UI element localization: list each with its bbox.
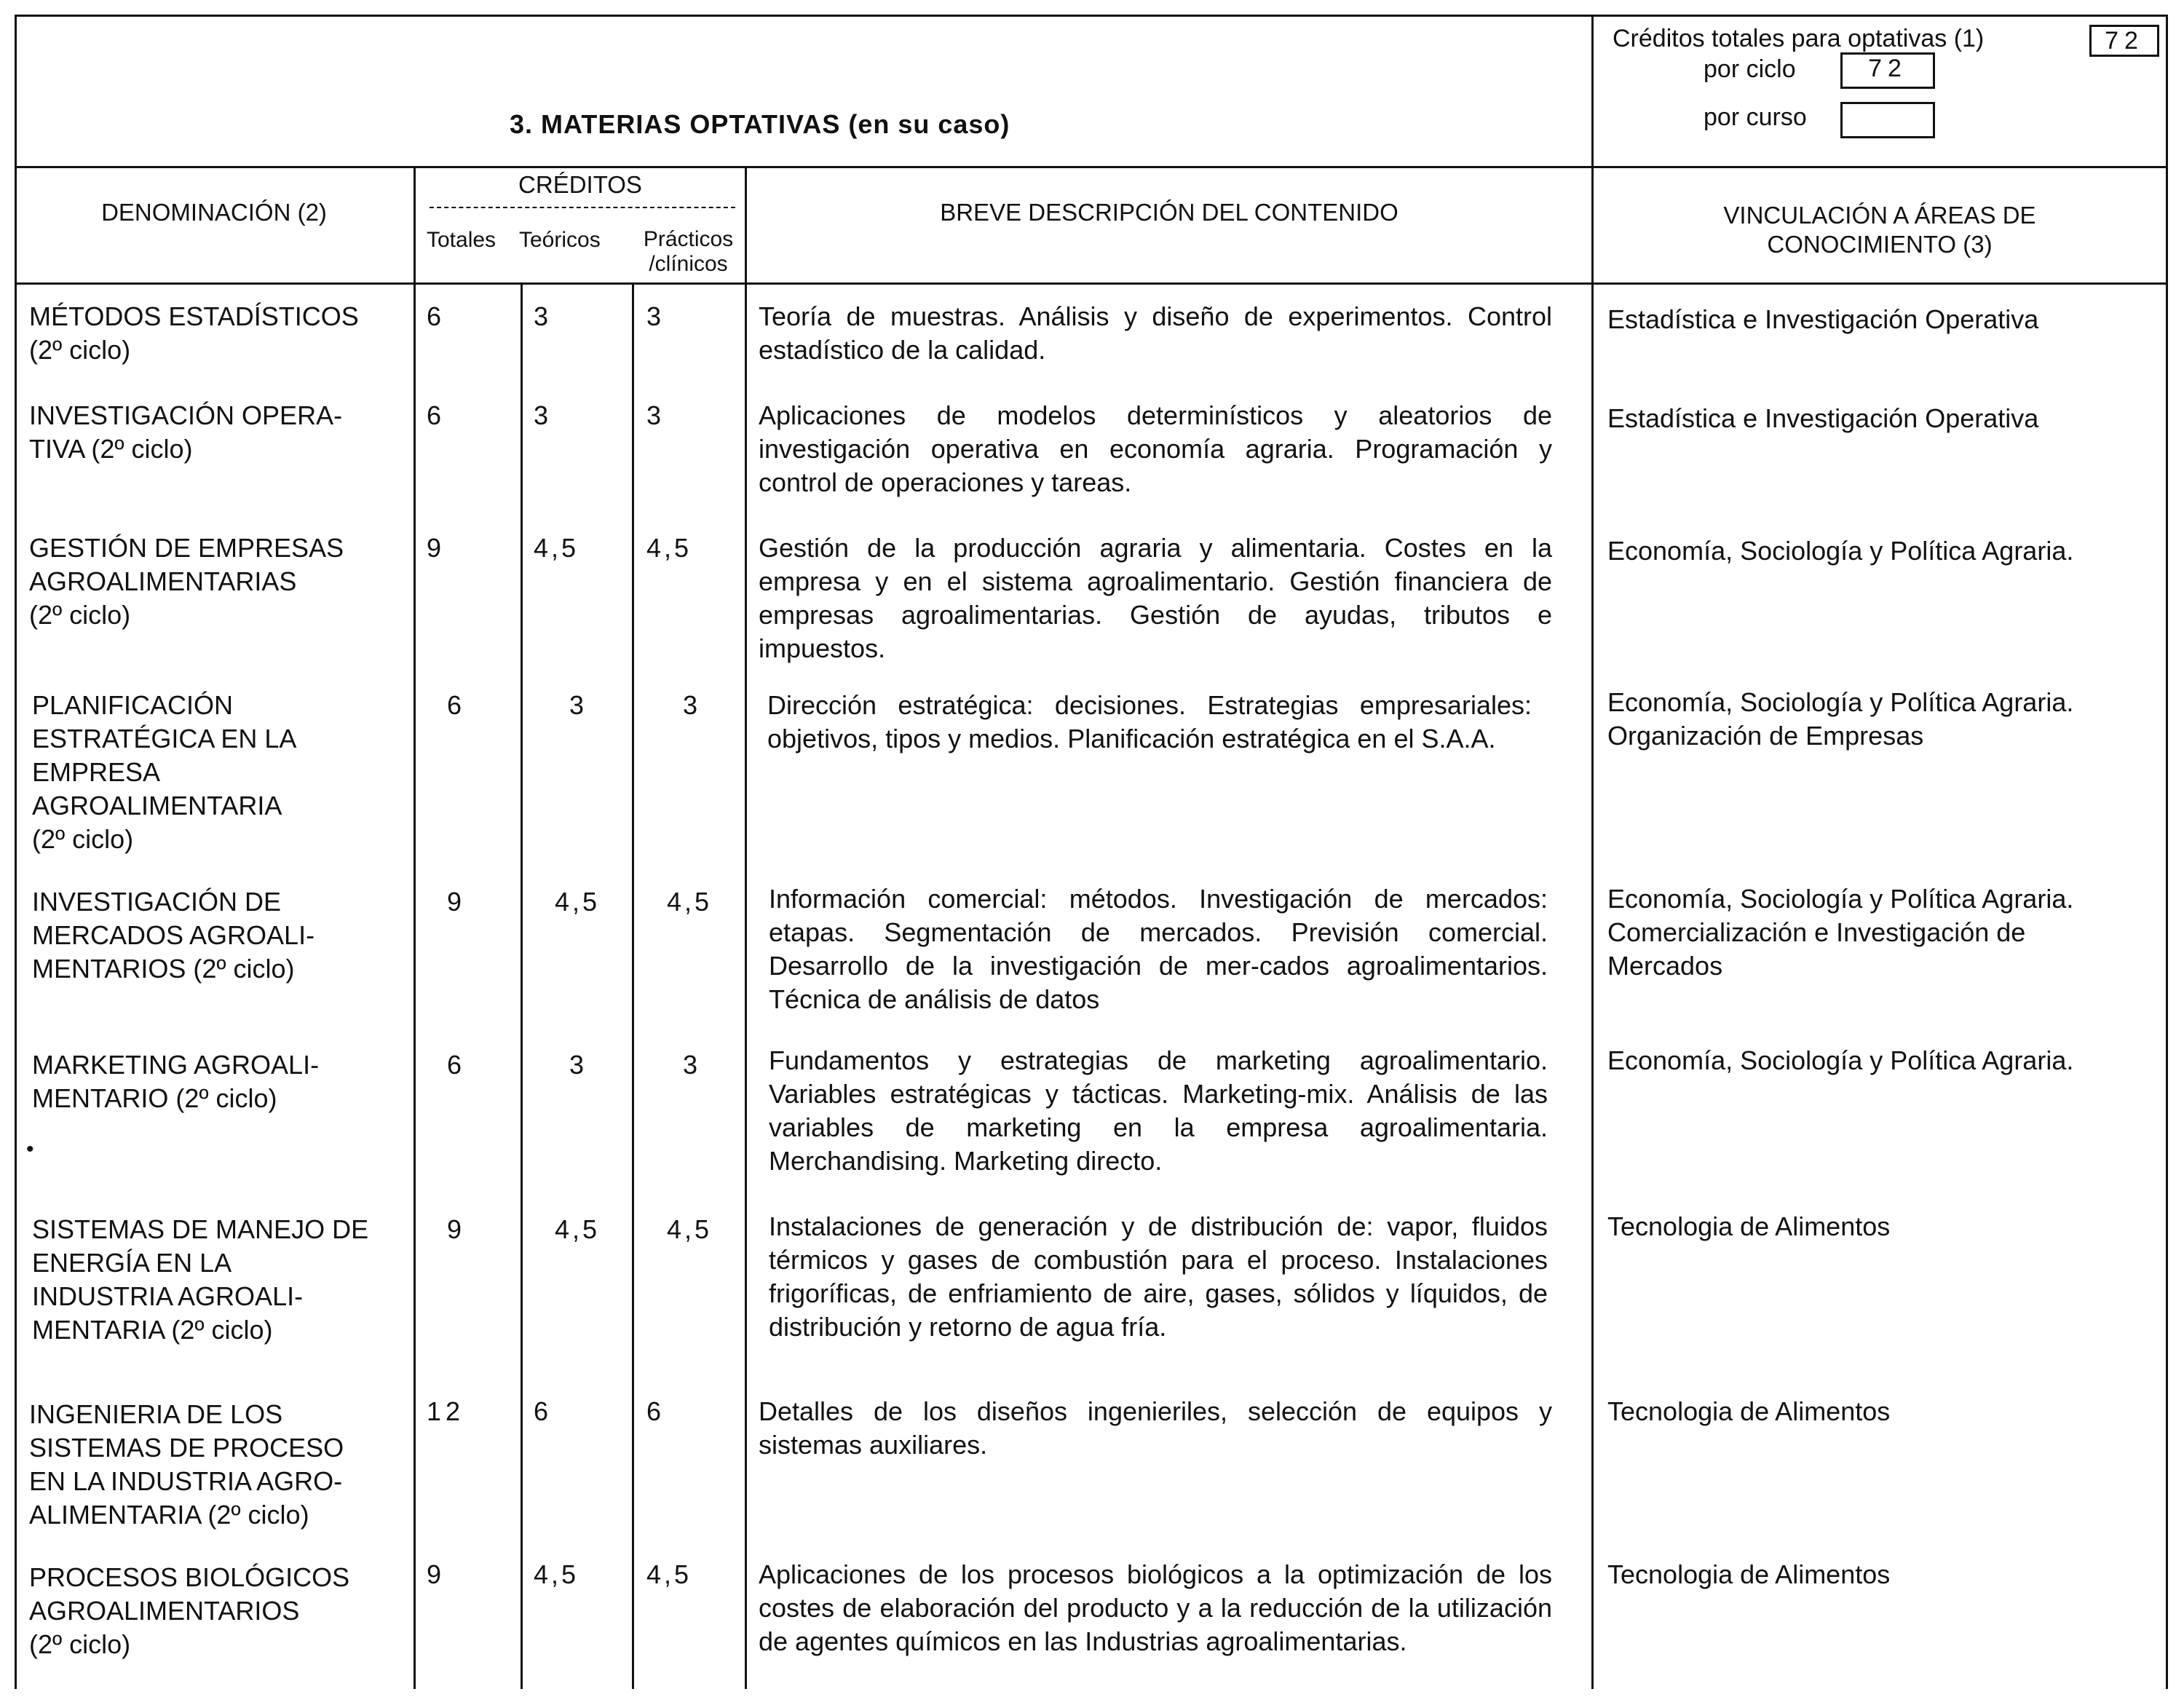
col-descripcion: BREVE DESCRIPCIÓN DEL CONTENIDO — [940, 199, 1398, 226]
row7-totales: 9 — [447, 1214, 462, 1244]
row1-teoricos: 3 — [534, 301, 549, 331]
row2-practicos: 3 — [646, 400, 662, 430]
row4-practicos: 3 — [683, 690, 698, 720]
por-curso-label: por curso — [1704, 103, 1807, 131]
row3-descripcion: Gestión de la producción agraria y alimentaria. Costes en la empresa y en el sistema agroalimentario. Gestión financiera de empresas agroalimentarias. Gestión de ayudas, tributos e impuestos. — [759, 533, 1552, 663]
row6-areas: Economía, Sociología y Política Agraria. — [1607, 1045, 2074, 1075]
row1-denominacion: MÉTODOS ESTADÍSTICOS (2º ciclo) — [29, 301, 359, 365]
row3-areas: Economía, Sociología y Política Agraria. — [1607, 536, 2074, 566]
col-creditos: CRÉDITOS — [518, 171, 642, 198]
body-rule-descripcion — [1591, 284, 1594, 1689]
row5-descripcion: Información comercial: métodos. Investigación de mercados: etapas. Segmentación de mercados. Previsión comercial. Desarrollo de la investigación de mer-cados agroalimentarios. Técnica de análisis de datos — [769, 884, 1548, 1014]
row4-descripcion: Dirección estratégica: decisiones. Estrategias empresariales: objetivos, tipos y medios. Planificación estratégica en el S.A.A. — [767, 690, 1532, 753]
body-rule-right — [2166, 284, 2168, 1689]
row7-descripcion: Instalaciones de generación y de distribución de: vapor, fluidos térmicos y gases de combustión para el proceso. Instalaciones frigoríficas, de enfriamiento de aire, gases, sólidos y líquidos, de distribución y retorno de agua fría. — [769, 1211, 1548, 1342]
por-ciclo-box: 72 — [1840, 52, 1935, 89]
row4-totales: 6 — [447, 690, 462, 720]
row6-teoricos: 3 — [569, 1050, 585, 1080]
body-rule-teoricos — [632, 284, 634, 1689]
body-rule-totales — [521, 284, 523, 1689]
row8-practicos: 6 — [646, 1396, 662, 1426]
creditos-totales-box: 72 — [2089, 25, 2159, 57]
row5-practicos: 4,5 — [667, 887, 713, 917]
row3-teoricos: 4,5 — [534, 533, 579, 563]
row3-practicos: 4,5 — [646, 533, 692, 563]
left-rule — [15, 15, 17, 284]
stray-bullet: • — [26, 1137, 34, 1161]
col-denominacion: DENOMINACIÓN (2) — [101, 199, 327, 226]
por-curso-box — [1840, 102, 1935, 138]
row3-denominacion: GESTIÓN DE EMPRESAS AGROALIMENTARIAS (2º ciclo) — [29, 533, 344, 630]
header-bottom-rule — [15, 166, 2168, 168]
row8-areas: Tecnologia de Alimentos — [1607, 1396, 1891, 1426]
row9-teoricos: 4,5 — [534, 1559, 579, 1589]
top-rule — [15, 15, 2168, 17]
row5-denominacion: INVESTIGACIÓN DE MERCADOS AGROALI- MENTARIOS (2º ciclo) — [32, 887, 315, 984]
row9-denominacion: PROCESOS BIOLÓGICOS AGROALIMENTARIOS (2º ciclo) — [29, 1562, 350, 1659]
row6-descripcion: Fundamentos y estrategias de marketing agroalimentario. Variables estratégicas y tácticas. Marketing-mix. Análisis de las variables de marketing en la empresa agroalimentaria. Merchandising. Marketing directo. — [769, 1045, 1548, 1176]
row5-areas: Economía, Sociología y Política Agraria. Comercialización e Investigación de Mercados — [1607, 884, 2074, 981]
row2-denominacion: INVESTIGACIÓN OPERA- TIVA (2º ciclo) — [29, 400, 343, 464]
row9-totales: 9 — [427, 1559, 442, 1589]
document-page — [15, 15, 2168, 1689]
row4-areas: Economía, Sociología y Política Agraria. Organización de Empresas — [1607, 687, 2074, 751]
col-teoricos: Teóricos — [519, 228, 601, 252]
row3-totales: 9 — [427, 533, 442, 563]
row2-teoricos: 3 — [534, 400, 549, 430]
row7-areas: Tecnologia de Alimentos — [1607, 1211, 1891, 1241]
row9-practicos: 4,5 — [646, 1559, 692, 1589]
row5-teoricos: 4,5 — [555, 887, 601, 917]
row2-areas: Estadística e Investigación Operativa — [1607, 403, 2039, 433]
row8-descripcion: Detalles de los diseños ingenieriles, selección de equipos y sistemas auxiliares. — [759, 1396, 1552, 1460]
row2-descripcion: Aplicaciones de modelos determinísticos y aleatorios de investigación operativa en economía agraria. Programación y control de operaciones y tareas. — [759, 400, 1552, 497]
row1-descripcion: Teoría de muestras. Análisis y diseño de experimentos. Control estadístico de la calidad. — [759, 301, 1552, 365]
col-practicos: Prácticos /clínicos — [643, 227, 734, 276]
row6-totales: 6 — [447, 1050, 462, 1080]
por-ciclo-label: por ciclo — [1704, 55, 1796, 83]
row1-practicos: 3 — [646, 301, 662, 331]
section-title: 3. MATERIAS OPTATIVAS (en su caso) — [510, 109, 1010, 139]
body-rule-denominacion — [414, 284, 416, 1689]
column-header-bottom-rule — [15, 282, 2168, 285]
body-rule-creditos — [745, 284, 747, 1689]
col-totales: Totales — [427, 228, 496, 252]
row4-denominacion: PLANIFICACIÓN ESTRATÉGICA EN LA EMPRESA AGROALIMENTARIA (2º ciclo) — [32, 690, 297, 854]
row8-teoricos: 6 — [534, 1396, 549, 1426]
creditos-dashed-rule — [430, 207, 735, 208]
row1-areas: Estadística e Investigación Operativa — [1607, 304, 2039, 334]
body-rule-left — [15, 284, 17, 1689]
row9-areas: Tecnologia de Alimentos — [1607, 1559, 1891, 1589]
row1-totales: 6 — [427, 301, 442, 331]
row5-totales: 9 — [447, 887, 462, 917]
creditos-totales-label: Créditos totales para optativas (1) — [1613, 25, 1985, 52]
row9-descripcion: Aplicaciones de los procesos biológicos a la optimización de los costes de elaboración del producto y a la reducción de la utilización de agentes químicos en las Industrias agroalimentarias. — [759, 1559, 1552, 1656]
col-vinculacion: VINCULACIÓN A ÁREAS DE CONOCIMIENTO (3) — [1723, 202, 2036, 258]
row7-teoricos: 4,5 — [555, 1214, 601, 1244]
row8-totales: 12 — [427, 1396, 465, 1426]
row6-practicos: 3 — [683, 1050, 698, 1080]
row7-practicos: 4,5 — [667, 1214, 713, 1244]
row6-denominacion: MARKETING AGROALI- MENTARIO (2º ciclo) — [32, 1050, 320, 1113]
row4-teoricos: 3 — [569, 690, 585, 720]
row7-denominacion: SISTEMAS DE MANEJO DE ENERGÍA EN LA INDUSTRIA AGROALI- MENTARIA (2º ciclo) — [32, 1214, 369, 1345]
row2-totales: 6 — [427, 400, 442, 430]
row8-denominacion: INGENIERIA DE LOS SISTEMAS DE PROCESO EN LA INDUSTRIA AGRO- ALIMENTARIA (2º ciclo) — [29, 1399, 344, 1530]
right-rule — [2166, 15, 2168, 284]
